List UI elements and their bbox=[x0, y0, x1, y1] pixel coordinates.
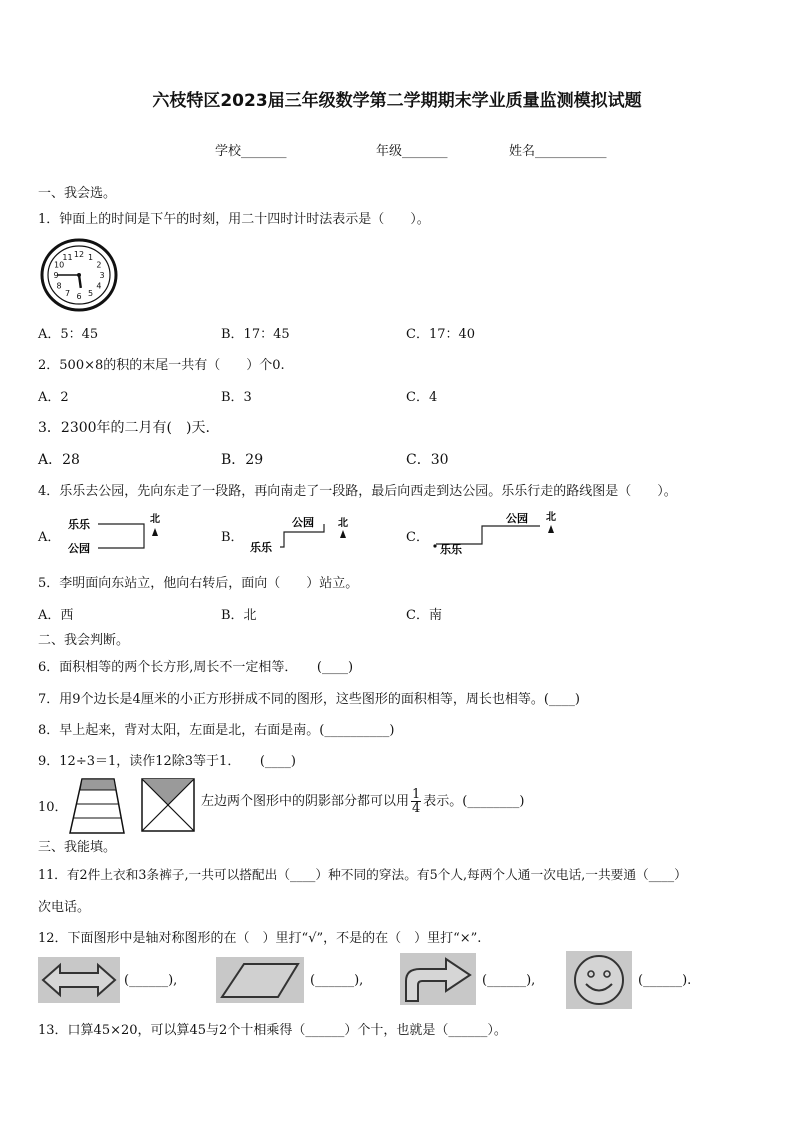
question-9: 9．12÷3＝1，读作12除3等于1． (____) bbox=[38, 754, 296, 769]
fraction-denominator: 4 bbox=[412, 801, 421, 816]
q1-option-c[interactable]: C．17：40 bbox=[406, 327, 476, 342]
q12-blank-1[interactable]: (______), bbox=[124, 973, 178, 988]
page-title: 六枝特区2023届三年级数学第二学期期末学业质量监测模拟试题 bbox=[152, 91, 642, 111]
fraction-one-quarter bbox=[411, 788, 421, 815]
school-field[interactable]: 学校_______ bbox=[215, 144, 287, 159]
clock-number: 1 bbox=[87, 252, 94, 262]
q2-option-b[interactable]: B．3 bbox=[221, 390, 252, 405]
q4-option-a[interactable]: A． bbox=[38, 530, 61, 545]
route-c-north-label: 北 bbox=[546, 512, 556, 523]
clock-number: 7 bbox=[64, 289, 71, 299]
clock-number: 2 bbox=[96, 260, 102, 270]
q4-option-b[interactable]: B． bbox=[221, 530, 244, 545]
q3-option-b[interactable]: B．29 bbox=[221, 452, 264, 468]
q1-option-a[interactable]: A．5：45 bbox=[38, 327, 99, 342]
q10-text-before: 左边两个图形中的阴影部分都可以用 bbox=[201, 794, 410, 809]
q12-blank-2[interactable]: (______), bbox=[310, 973, 364, 988]
route-b-north-label: 北 bbox=[338, 518, 348, 529]
section-heading-3: 三、我能填。 bbox=[38, 840, 117, 855]
clock-number: 12 bbox=[73, 250, 85, 259]
route-diagram-c bbox=[430, 508, 570, 556]
question-3: 3．2300年的二月有( )天. bbox=[38, 420, 210, 436]
route-b-label-park: 公园 bbox=[292, 516, 314, 529]
question-11-line-1: 11．有2件上衣和3条裤子,一共可以搭配出（____）种不同的穿法。有5个人,每两个人通一次电话,一共要通（____） bbox=[38, 867, 687, 882]
question-12: 12．下面图形中是轴对称图形的在（ ）里打“√”，不是的在（ ）里打“×”. bbox=[38, 931, 482, 946]
parallelogram-image bbox=[216, 957, 304, 1003]
question-6: 6．面积相等的两个长方形,周长不一定相等． (____) bbox=[38, 660, 354, 675]
q3-option-c[interactable]: C．30 bbox=[406, 452, 449, 468]
q3-option-a[interactable]: A．28 bbox=[38, 452, 80, 468]
smiley-face-image bbox=[566, 951, 632, 1009]
double-arrow-icon bbox=[38, 957, 120, 1003]
clock-number: 6 bbox=[76, 292, 82, 301]
turn-arrow-icon bbox=[400, 953, 476, 1005]
fraction-numerator: 1 bbox=[412, 787, 421, 802]
q12-blank-4[interactable]: (______). bbox=[638, 973, 692, 988]
clock-number: 4 bbox=[96, 281, 102, 291]
north-arrow-icon bbox=[548, 525, 554, 533]
question-4: 4．乐乐去公园，先向东走了一段路，再向南走了一段路，最后向西走到达公园。乐乐行走的路线图是（ ）。 bbox=[38, 484, 677, 499]
q5-option-c[interactable]: C．南 bbox=[406, 608, 442, 623]
question-1: 1．钟面上的时间是下午的时刻，用二十四时计时法表示是（ ）。 bbox=[38, 212, 430, 227]
route-c-label-park: 公园 bbox=[506, 512, 528, 525]
clock-number: 5 bbox=[87, 289, 94, 299]
clock-icon bbox=[40, 238, 118, 312]
q10-figures bbox=[64, 777, 198, 835]
q1-option-b[interactable]: B．17：45 bbox=[221, 327, 290, 342]
route-a-north-label: 北 bbox=[150, 514, 160, 525]
q5-option-b[interactable]: B．北 bbox=[221, 608, 257, 623]
route-a-label-park: 公园 bbox=[68, 542, 90, 555]
clock-number: 8 bbox=[56, 281, 62, 291]
q4-option-c[interactable]: C． bbox=[406, 530, 429, 545]
clock-number: 10 bbox=[54, 260, 65, 270]
clock-number: 3 bbox=[99, 271, 105, 280]
q2-option-a[interactable]: A．2 bbox=[38, 390, 69, 405]
question-2: 2．500×8的积的末尾一共有（ ）个0. bbox=[38, 358, 285, 373]
q10-text-after: 表示。(________) bbox=[423, 794, 525, 809]
smiley-face-icon bbox=[566, 951, 632, 1009]
parallelogram-icon bbox=[216, 957, 304, 1003]
north-arrow-icon bbox=[340, 530, 346, 538]
q12-blank-3[interactable]: (______), bbox=[482, 973, 536, 988]
north-arrow-icon bbox=[152, 528, 158, 536]
section-heading-1: 一、我会选。 bbox=[38, 186, 117, 201]
q2-option-c[interactable]: C．4 bbox=[406, 390, 438, 405]
question-8: 8．早上起来，背对太阳，左面是北，右面是南。(__________) bbox=[38, 723, 395, 738]
question-10 bbox=[201, 788, 524, 815]
turn-arrow-image bbox=[400, 953, 476, 1005]
route-diagram-b bbox=[248, 510, 358, 556]
clock-number: 11 bbox=[62, 252, 73, 262]
name-field[interactable]: 姓名___________ bbox=[509, 144, 607, 159]
question-5: 5．李明面向东站立，他向右转后，面向（ ）站立。 bbox=[38, 576, 359, 591]
question-10-number: 10． bbox=[38, 800, 68, 815]
grade-field[interactable]: 年级_______ bbox=[376, 144, 448, 159]
route-c-label-lele: 乐乐 bbox=[440, 543, 462, 556]
route-b-label-lele: 乐乐 bbox=[250, 541, 272, 554]
q5-option-a[interactable]: A．西 bbox=[38, 608, 74, 623]
double-arrow-image bbox=[38, 957, 120, 1003]
question-11-line-2: 次电话。 bbox=[38, 900, 91, 915]
route-diagram-a bbox=[66, 510, 166, 556]
route-a-label-lele: 乐乐 bbox=[68, 518, 90, 531]
clock-number: 9 bbox=[53, 271, 59, 280]
section-heading-2: 二、我会判断。 bbox=[38, 633, 130, 648]
question-13: 13．口算45×20，可以算45与2个十相乘得（______）个十，也就是（______）。 bbox=[38, 1023, 507, 1038]
question-7: 7．用9个边长是4厘米的小正方形拼成不同的图形，这些图形的面积相等，周长也相等。(____) bbox=[38, 692, 580, 707]
